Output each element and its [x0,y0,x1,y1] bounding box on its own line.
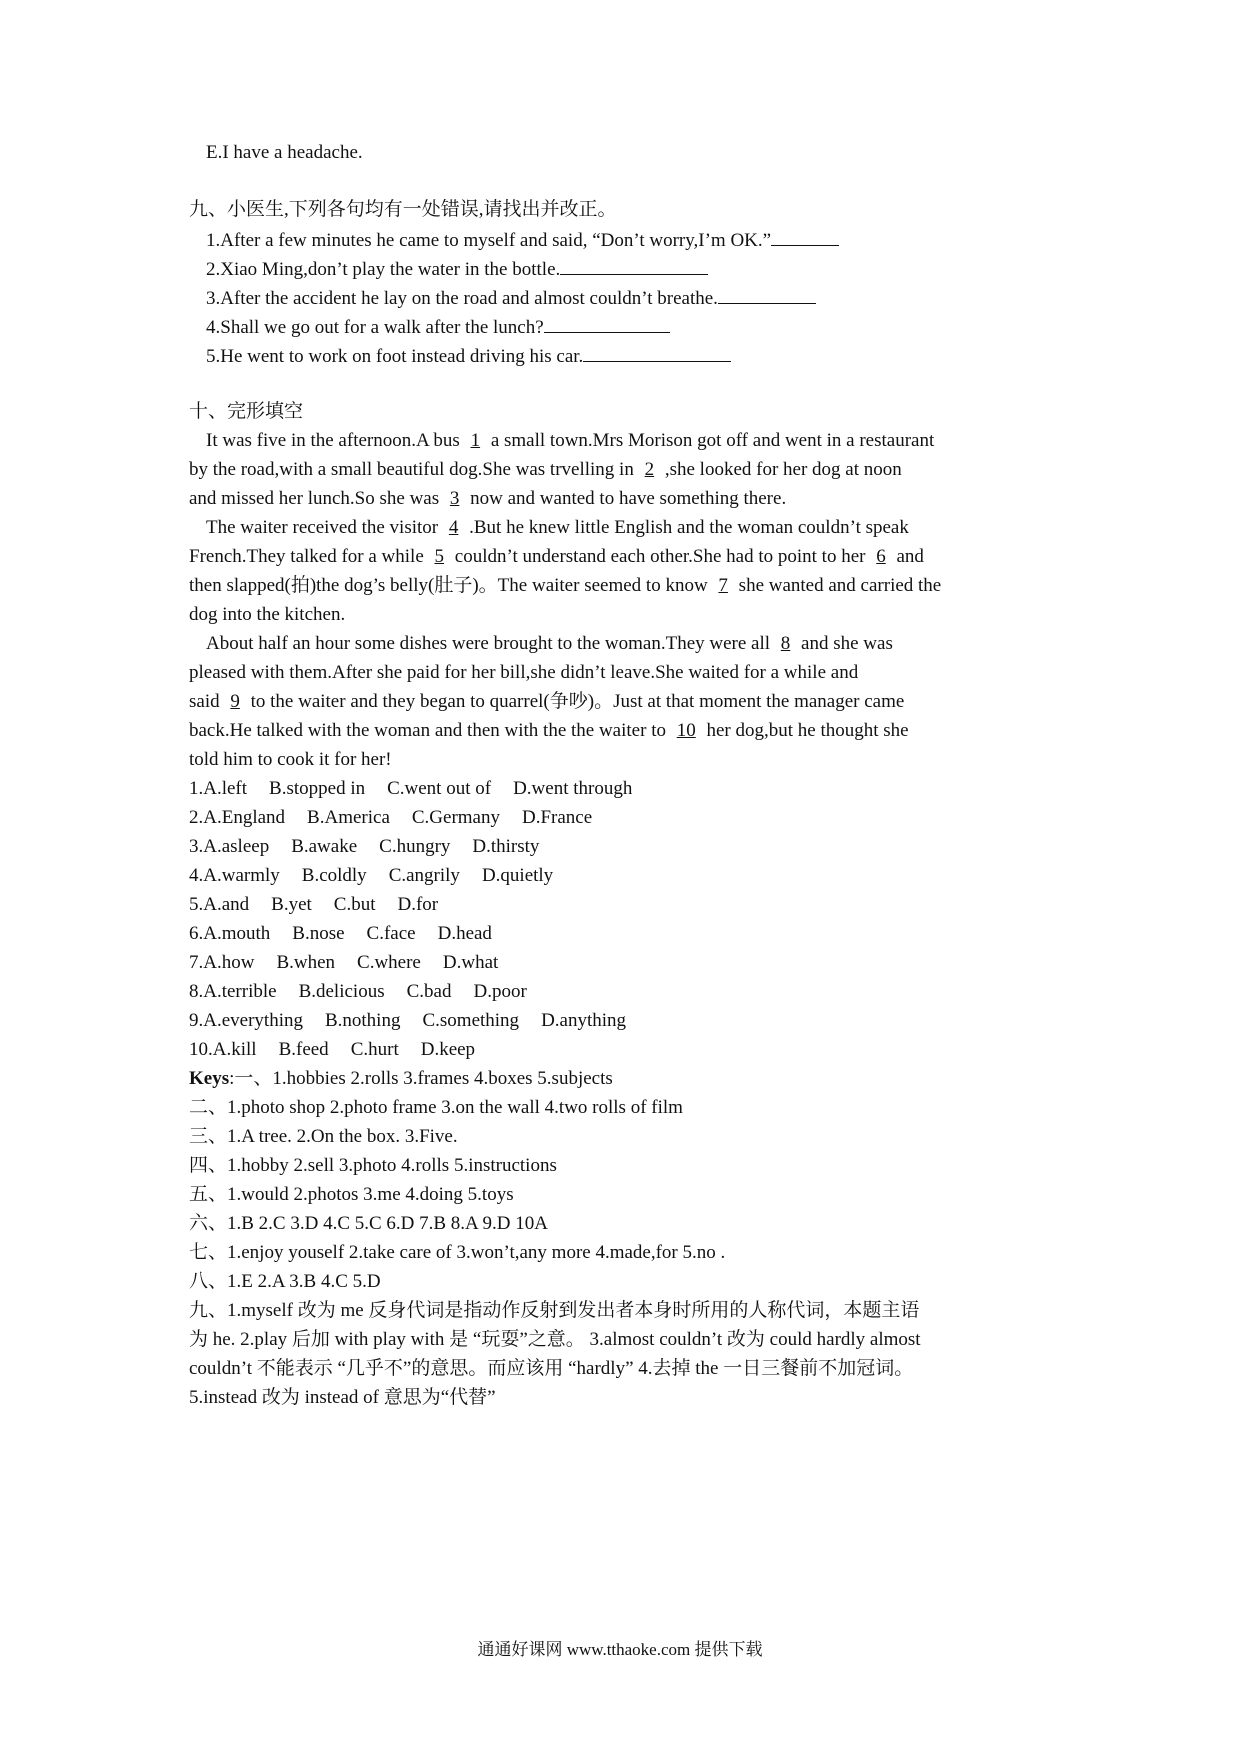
answer-option[interactable]: C.Germany [411,807,500,828]
keys-line: 二、1.photo shop 2.photo frame 3.on the wall 4.two rolls of film [189,1097,683,1118]
passage-line: It was five in the afternoon.A bus 1 a small town.Mrs Morison got off and went in a restaurant [206,430,935,451]
error-item-3: 3.After the accident he lay on the road and almost couldn’t breathe. [206,285,816,311]
options-row-6 [189,922,514,946]
keys-line: 为 he. 2.play 后加 with play with 是 “玩耍”之意。 3.almost couldn’t 改为 could hardly almost [189,1329,921,1350]
answer-option[interactable]: 6.A.mouth [189,923,271,944]
answer-blank[interactable] [583,343,731,362]
passage-line: told him to cook it for her! [189,749,392,770]
answer-option[interactable]: D.thirsty [472,836,540,857]
blank-number: 8 [780,633,791,654]
answer-option[interactable]: B.feed [278,1039,329,1060]
options-row-5 [189,893,460,917]
answer-option[interactable]: 9.A.everything [189,1010,303,1031]
section10-title: 十、完形填空 [189,401,304,422]
answer-blank[interactable] [544,314,670,333]
error-item-4: 4.Shall we go out for a walk after the lunch? [206,314,670,340]
answer-option[interactable]: B.stopped in [269,778,366,799]
passage-line: pleased with them.After she paid for her bill,she didn’t leave.She waited for a while and [189,662,859,683]
options-row-1 [189,777,654,801]
answer-option[interactable]: B.nose [292,923,345,944]
keys-line: 九、1.myself 改为 me 反身代词是指动作反射到发出者本身时所用的人称代词，本题主语 [189,1300,920,1321]
answer-option[interactable]: B.coldly [301,865,367,886]
answer-option[interactable]: D.France [522,807,593,828]
answer-option[interactable]: C.bad [406,981,452,1002]
answer-option[interactable]: 2.A.England [189,807,286,828]
options-row-9 [189,1009,648,1033]
keys-line: 五、1.would 2.photos 3.me 4.doing 5.toys [189,1184,514,1205]
answer-option[interactable]: B.when [276,952,336,973]
passage-line: by the road,with a small beautiful dog.She was trvelling in 2 ,she looked for her dog at noon [189,459,902,480]
passage-line: said 9 to the waiter and they began to quarrel(争吵)。Just at that moment the manager came [189,691,905,712]
answer-option[interactable]: C.hungry [379,836,451,857]
passage-line: back.He talked with the woman and then with the the waiter to 10 her dog,but he thought she [189,720,909,741]
answer-option[interactable]: 4.A.warmly [189,865,280,886]
keys-line: 八、1.E 2.A 3.B 4.C 5.D [189,1271,381,1292]
answer-option[interactable]: D.poor [473,981,527,1002]
keys-line: 四、1.hobby 2.sell 3.photo 4.rolls 5.instructions [189,1155,557,1176]
blank-number: 9 [230,691,240,712]
passage-line: French.They talked for a while 5 couldn’t understand each other.She had to point to her 6 and [189,546,924,567]
answer-option[interactable]: C.face [366,923,416,944]
answer-option[interactable]: C.went out of [387,778,492,799]
keys-line-1: Keys:一、1.hobbies 2.rolls 3.frames 4.boxes 5.subjects [189,1068,613,1089]
error-item-1: 1.After a few minutes he came to myself and said, “Don’t worry,I’m OK.” [206,227,839,253]
answer-option[interactable]: 10.A.kill [189,1039,257,1060]
answer-blank[interactable] [560,256,708,275]
keys-line: 七、1.enjoy youself 2.take care of 3.won’t,any more 4.made,for 5.no . [189,1242,726,1263]
answer-blank[interactable] [718,285,816,304]
blank-number: 10 [676,720,696,741]
answer-option[interactable]: D.went through [513,778,633,799]
answer-option[interactable]: B.awake [291,836,358,857]
keys-line: 5.instead 改为 instead of 意思为“代替” [189,1387,496,1408]
answer-option[interactable]: D.what [442,952,499,973]
answer-option[interactable]: 8.A.terrible [189,981,277,1002]
blank-number: 7 [718,575,728,596]
answer-option[interactable]: 5.A.and [189,894,250,915]
answer-option[interactable]: 1.A.left [189,778,248,799]
options-row-10 [189,1038,497,1062]
answer-option[interactable]: C.where [357,952,421,973]
section9-title: 九、小医生,下列各句均有一处错误,请找出并改正。 [189,199,617,220]
options-row-8 [189,980,549,1004]
answer-option[interactable]: 3.A.asleep [189,836,270,857]
options-row-2 [189,806,614,830]
blank-number: 6 [876,546,886,567]
passage-line: About half an hour some dishes were brought to the woman.They were all 8 and she was [206,633,893,654]
options-row-7 [189,951,520,975]
keys-line: 六、1.B 2.C 3.D 4.C 5.C 6.D 7.B 8.A 9.D 10A [189,1213,548,1234]
answer-option[interactable]: D.quietly [481,865,554,886]
keys-line: couldn’t 不能表示 “几乎不”的意思。而应该用 “hardly” 4.去掉 the 一日三餐前不加冠词。 [189,1358,914,1379]
passage-line: then slapped(拍)the dog’s belly(肚子)。The waiter seemed to know 7 she wanted and carried the [189,575,942,596]
blank-number: 5 [434,546,445,567]
answer-option[interactable]: C.but [333,894,376,915]
answer-option[interactable]: B.yet [271,894,312,915]
keys-line: 三、1.A tree. 2.On the box. 3.Five. [189,1126,458,1147]
answer-blank[interactable] [771,227,839,246]
blank-number: 3 [449,488,460,509]
keys-label: Keys [189,1068,230,1089]
answer-option[interactable]: C.hurt [350,1039,399,1060]
answer-option[interactable]: D.keep [420,1039,476,1060]
answer-option[interactable]: D.for [397,894,439,915]
blank-number: 2 [644,459,655,480]
options-row-4 [189,864,575,888]
passage-line: and missed her lunch.So she was 3 now and wanted to have something there. [189,488,787,509]
passage-line: dog into the kitchen. [189,604,346,625]
error-item-2: 2.Xiao Ming,don’t play the water in the bottle. [206,256,708,282]
blank-number: 4 [448,517,459,538]
answer-option[interactable]: B.nothing [324,1010,401,1031]
answer-option[interactable]: C.angrily [388,865,460,886]
error-item-5: 5.He went to work on foot instead driving his car. [206,343,731,369]
option-e-line: E.I have a headache. [206,142,363,163]
page-footer: 通通好课网 www.tthaoke.com 提供下载 [477,1640,763,1659]
answer-option[interactable]: 7.A.how [189,952,255,973]
answer-option[interactable]: D.head [437,923,492,944]
options-row-3 [189,835,561,859]
answer-option[interactable]: B.America [307,807,390,828]
passage-line: The waiter received the visitor 4 .But he knew little English and the woman couldn’t speak [206,517,909,538]
answer-option[interactable]: C.something [422,1010,520,1031]
answer-option[interactable]: D.anything [541,1010,627,1031]
answer-option[interactable]: B.delicious [298,981,385,1002]
blank-number: 1 [470,430,481,451]
